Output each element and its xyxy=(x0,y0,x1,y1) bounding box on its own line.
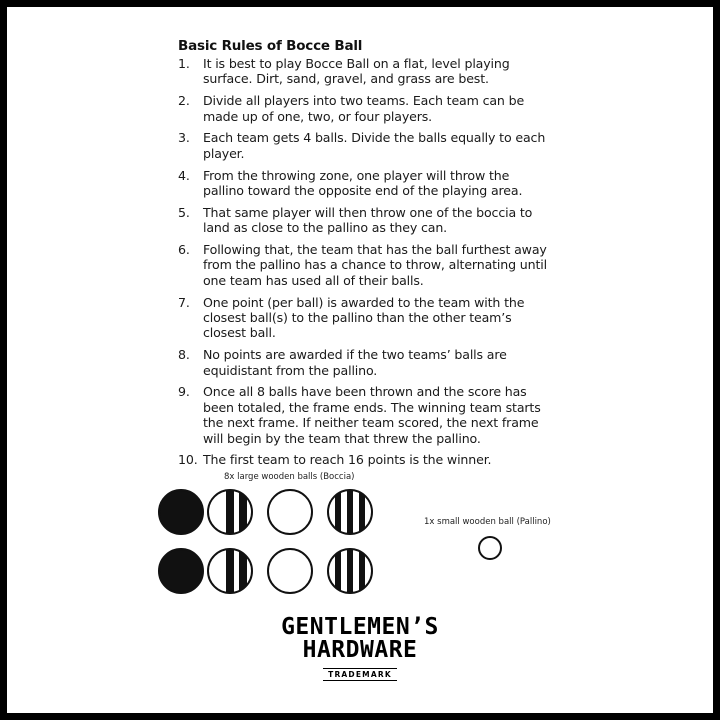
rule-item xyxy=(178,295,548,341)
rule-text: One point (per ball) is awarded to the team with the closest ball(s) to the pallino than the other team’s closest ball. xyxy=(203,294,525,341)
rule-item xyxy=(178,384,548,446)
rule-number: 6. xyxy=(178,242,190,258)
rule-text: Following that, the team that has the ball furthest away from the pallino has a chance to throw, alternating until one team has used all of their balls. xyxy=(203,242,547,288)
pallino-label: 1x small wooden ball (Pallino) xyxy=(424,517,551,527)
boccia-ball-half-striped xyxy=(208,546,252,596)
rule-text: Each team gets 4 balls. Divide the balls equally to each player. xyxy=(203,130,546,161)
rule-text: From the throwing zone, one player will throw the pallino toward the opposite end of the playing area. xyxy=(203,167,523,199)
rule-number: 9. xyxy=(178,384,190,400)
rule-number: 8. xyxy=(178,347,190,363)
rule-number: 5. xyxy=(178,204,190,220)
boccia-ball-half-striped xyxy=(208,487,252,537)
rule-text: Once all 8 balls have been thrown and the score has been totaled, the frame ends. The winning team starts the next frame. If neither team scored, the next frame will begin by the team that threw the pallino. xyxy=(203,384,541,446)
rule-number: 3. xyxy=(178,130,190,146)
rule-number: 10. xyxy=(178,452,198,468)
boccia-ball-solid xyxy=(159,490,203,534)
boccia-ball-plain xyxy=(268,490,312,534)
rule-text: No points are awarded if the two teams’ balls are equidistant from the pallino. xyxy=(203,347,507,378)
pallino-ball xyxy=(479,537,501,559)
logo-trademark: TRADEMARK xyxy=(323,668,397,681)
rule-item xyxy=(178,347,548,378)
boccia-ball-multi-striped xyxy=(328,546,372,596)
rule-text: It is best to play Bocce Ball on a flat, level playing surface. Dirt, sand, gravel, and grass are best. xyxy=(203,56,510,87)
rule-text: Divide all players into two teams. Each team can be made up of one, two, or four players. xyxy=(203,93,525,124)
logo-text-line1: GENTLEMEN’S xyxy=(281,614,439,640)
boccia-ball-plain xyxy=(268,549,312,593)
boccia-label: 8x large wooden balls (Boccia) xyxy=(224,472,355,482)
rule-item xyxy=(178,242,548,288)
boccia-ball-solid xyxy=(159,549,203,593)
rule-item xyxy=(178,452,548,467)
rule-item xyxy=(178,130,548,161)
rule-item xyxy=(178,93,548,124)
rule-item xyxy=(178,205,548,236)
instruction-page xyxy=(7,7,713,713)
rules-list xyxy=(178,56,548,474)
boccia-ball-multi-striped xyxy=(328,487,372,537)
rule-number: 4. xyxy=(178,167,190,183)
rule-number: 7. xyxy=(178,294,190,310)
rule-text: The first team to reach 16 points is the winner. xyxy=(203,452,492,468)
rule-item xyxy=(178,56,548,87)
rule-number: 2. xyxy=(178,93,190,109)
rule-text: That same player will then throw one of the boccia to land as close to the pallino as they can. xyxy=(203,204,533,236)
logo-text-line2: HARDWARE xyxy=(302,637,418,663)
rule-item xyxy=(178,168,548,199)
rule-number: 1. xyxy=(178,56,190,71)
page-title: Basic Rules of Bocce Ball xyxy=(178,38,363,54)
